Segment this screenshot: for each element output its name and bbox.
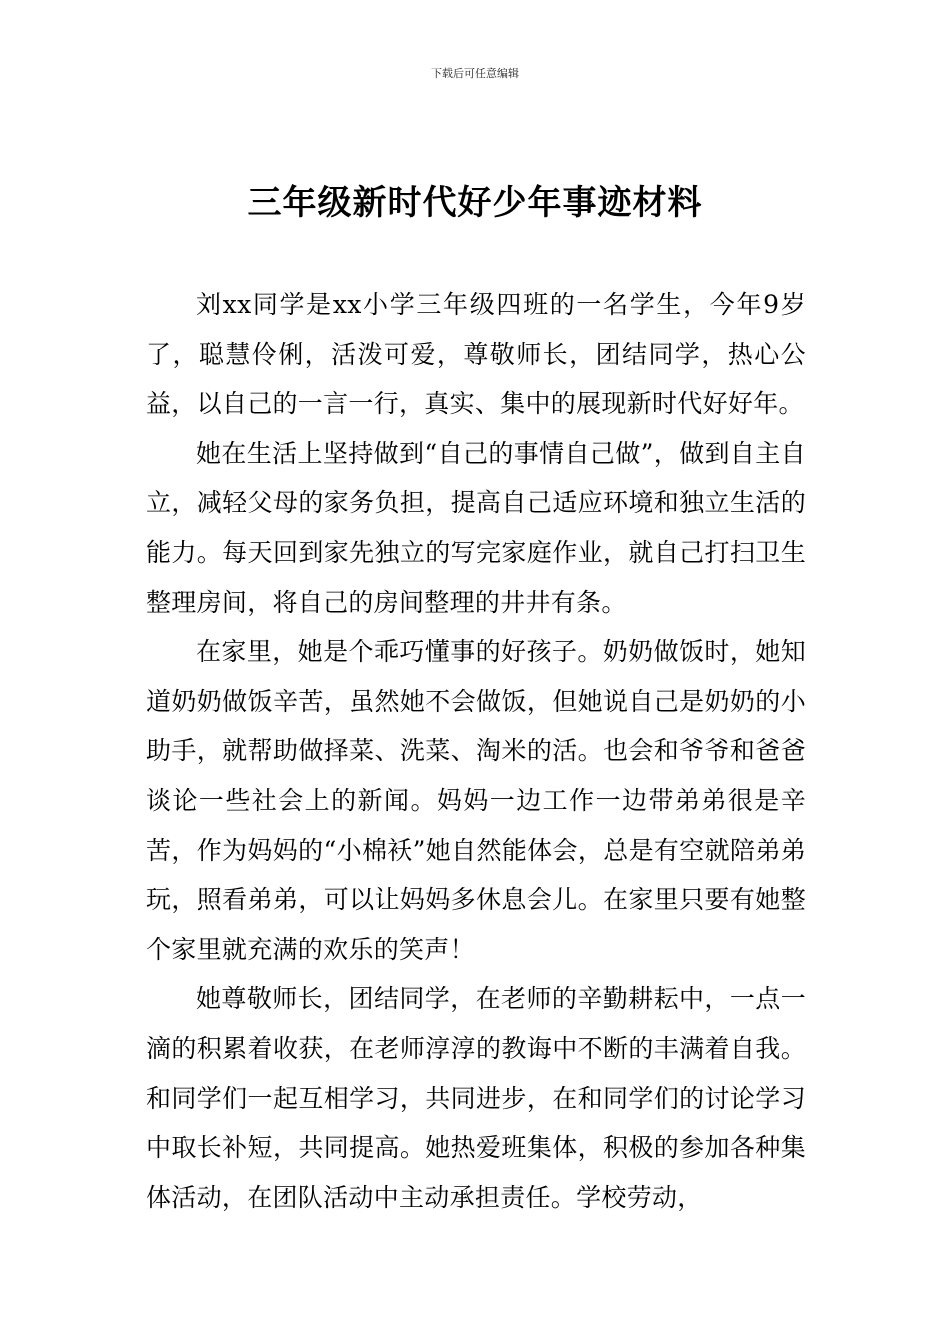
paragraph: 在家里，她是个乖巧懂事的好孩子。奶奶做饭时，她知道奶奶做饭辛苦，虽然她不会做饭，但她说自己是奶奶的小助手，就帮助做择菜、洗菜、淘米的活。也会和爷爷和爸爸谈论一些社会上的新闻。妈妈一边工作一边带弟弟很是辛苦，作为妈妈的“小棉袄”她自然能体会，总是有空就陪弟弟玩，照看弟弟，可以让妈妈多休息会儿。在家里只要有她整个家里就充满的欢乐的笑声！ bbox=[146, 637, 806, 964]
paragraph: 她在生活上坚持做到“自己的事情自己做”，做到自主自立，减轻父母的家务负担，提高自己适应环境和独立生活的能力。每天回到家先独立的写完家庭作业，就自己打扫卫生整理房间，将自己的房间整理的井井有条。 bbox=[146, 438, 806, 617]
paragraph: 刘xx同学是xx小学三年级四班的一名学生，今年9岁了，聪慧伶俐，活泼可爱，尊敬师长，团结同学，热心公益，以自己的一言一行，真实、集中的展现新时代好好年。 bbox=[146, 290, 806, 419]
document-title: 三年级新时代好少年事迹材料 bbox=[247, 183, 703, 223]
paragraph: 她尊敬师长，团结同学，在老师的辛勤耕耘中，一点一滴的积累着收获，在老师淳淳的教诲中不断的丰满着自我。和同学们一起互相学习，共同进步，在和同学们的讨论学习中取长补短，共同提高。她热爱班集体，积极的参加各种集体活动，在团队活动中主动承担责任。学校劳动， bbox=[146, 984, 806, 1212]
document-body bbox=[146, 280, 806, 1222]
header-note: 下载后可任意编辑 bbox=[431, 67, 519, 80]
